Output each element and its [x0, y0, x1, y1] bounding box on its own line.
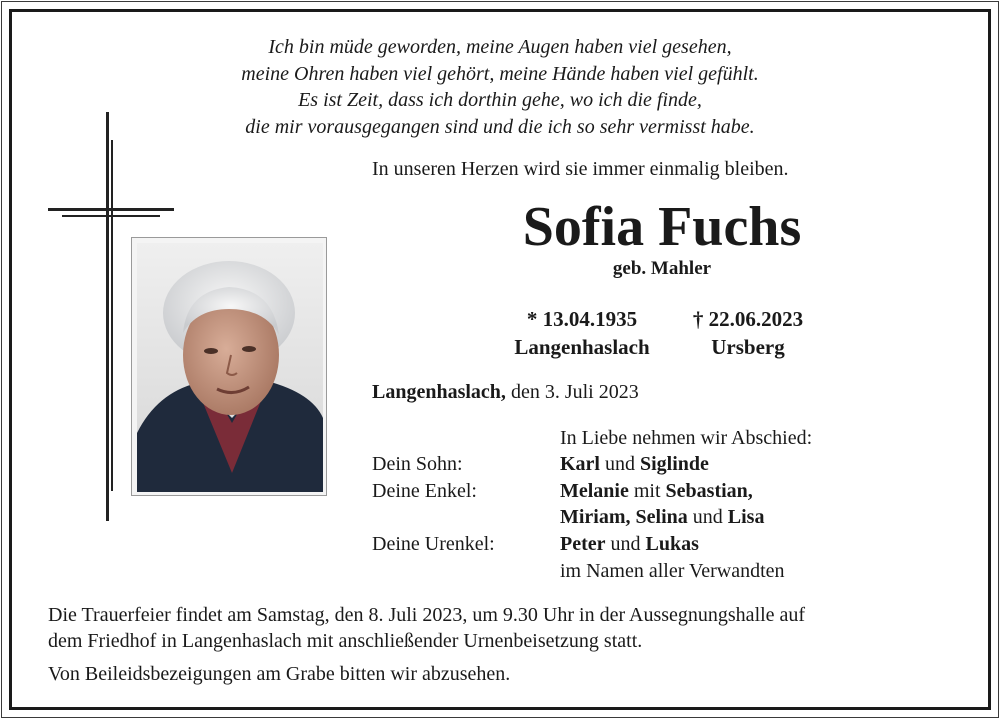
mourner-names	[560, 533, 699, 556]
relation-label: Deine Urenkel:	[372, 533, 495, 555]
relation-label: Dein Sohn:	[372, 453, 463, 475]
relation-label: Deine Enkel:	[372, 480, 477, 502]
funeral-line: Die Trauerfeier findet am Samstag, den 8. Juli 2023, um 9.30 Uhr in der Aussegnungshalle auf	[48, 604, 806, 626]
conjunction: und	[605, 453, 635, 475]
mourner-name: Sebastian,	[665, 480, 753, 502]
mourner-names	[560, 480, 753, 503]
place: Langenhaslach,	[372, 381, 506, 403]
mourner-names	[560, 453, 709, 476]
funeral-notice	[48, 602, 968, 654]
farewell-intro: In Liebe nehmen wir Abschied:	[560, 427, 813, 449]
mourner-name: Karl	[560, 453, 600, 475]
mourner-name: Lisa	[727, 506, 765, 528]
mourner-name: Melanie	[560, 480, 629, 502]
cross-horizontal-bar	[62, 215, 160, 217]
conjunction: und	[610, 533, 641, 555]
mourner-name: Lukas	[645, 533, 699, 555]
mourner-name: Siglinde	[640, 453, 709, 475]
place-and-date	[372, 381, 639, 404]
death-place: Ursberg	[711, 335, 785, 359]
conjunction: und	[692, 506, 723, 528]
condolence-note: Von Beileidsbezeigungen am Grabe bitten wir abzusehen.	[48, 663, 511, 685]
conjunction: mit	[633, 480, 661, 502]
memorial-phrase: In unseren Herzen wird sie immer einmalig bleiben.	[372, 158, 789, 180]
mourner-names	[560, 506, 764, 529]
funeral-line: dem Friedhof in Langenhaslach mit anschließender Urnenbeisetzung statt.	[48, 630, 643, 652]
portrait-frame	[131, 237, 327, 496]
closing-line: im Namen aller Verwandten	[560, 560, 785, 582]
poem	[200, 34, 800, 140]
poem-line: Ich bin müde geworden, meine Augen haben viel gesehen,	[268, 36, 732, 58]
cross-vertical-bar	[111, 140, 113, 491]
cross-horizontal-bar	[48, 208, 174, 211]
poem-line: meine Ohren haben viel gehört, meine Hände haben viel gefühlt.	[241, 62, 759, 85]
deceased-name: Sofia Fuchs	[522, 196, 802, 258]
birth-place: Langenhaslach	[514, 335, 650, 359]
poem-line: Es ist Zeit, dass ich dorthin gehe, wo ich die finde,	[298, 89, 702, 111]
poem-line: die mir vorausgegangen sind und die ich so sehr vermisst habe.	[245, 115, 755, 138]
cross-vertical-bar	[106, 112, 109, 521]
death-info	[648, 305, 848, 361]
portrait-photo	[137, 243, 323, 492]
maiden-name: geb. Mahler	[612, 258, 712, 279]
date: den 3. Juli 2023	[510, 381, 639, 403]
mourner-name: Peter	[560, 533, 606, 555]
death-date: † 22.06.2023	[692, 307, 804, 331]
mourner-name: Miriam, Selina	[560, 506, 688, 528]
birth-date: * 13.04.1935	[526, 307, 638, 331]
